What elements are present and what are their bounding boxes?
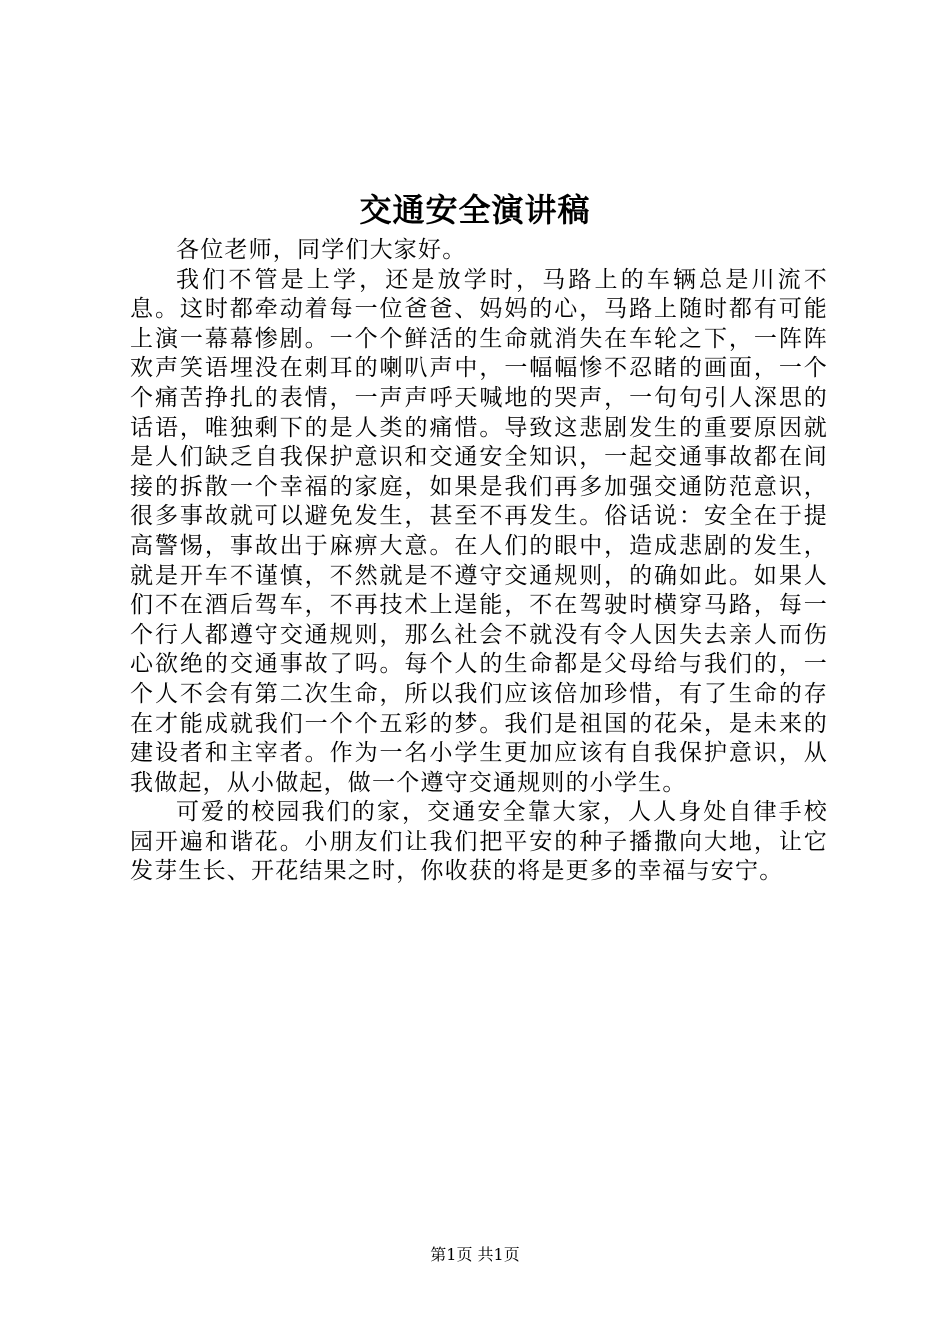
page-number-footer: 第1页 共1页 <box>430 1245 520 1264</box>
paragraph-main: 我们不管是上学，还是放学时，马路上的车辆总是川流不息。这时都牵动着每一位爸爸、妈妈的心，马路上随时都有可能上演一幕幕惨剧。一个个鲜活的生命就消失在车轮之下，一阵阵欢声笑语埋没在刺耳的喇叭声中，一幅幅惨不忍睹的画面，一个个痛苦挣扎的表情，一声声呼天喊地的哭声，一句句引人深思的话语，唯独剩下的是人类的痛惜。导致这悲剧发生的重要原因就是人们缺乏自我保护意识和交通安全知识，一起交通事故都在间接的拆散一个幸福的家庭，如果是我们再多加强交通防范意识，很多事故就可以避免发生，甚至不再发生。俗话说：安全在于提高警惕，事故出于麻痹大意。在人们的眼中，造成悲剧的发生，就是开车不谨慎，不然就是不遵守交通规则，的确如此。如果人们不在酒后驾车，不再技术上逞能，不在驾驶时横穿马路，每一个行人都遵守交通规则，那么社会不就没有令人因失去亲人而伤心欲绝的交通事故了吗。每个人的生命都是父母给与我们的，一个人不会有第二次生命，所以我们应该倍加珍惜，有了生命的存在才能成就我们一个个五彩的梦。我们是祖国的花朵，是未来的建设者和主宰者。作为一名小学生更加应该有自我保护意识，从我做起，从小做起，做一个遵守交通规则的小学生。 <box>130 266 828 796</box>
paragraph-greeting: 各位老师，同学们大家好。 <box>176 237 467 263</box>
document-title: 交通安全演讲稿 <box>359 191 591 229</box>
paragraph-closing: 可爱的校园我们的家，交通安全靠大家，人人身处自律手校园开遍和谐花。小朋友们让我们把平安的种子播撒向大地，让它发芽生长、开花结果之时，你收获的将是更多的幸福与安宁。 <box>130 799 828 885</box>
document-body <box>130 236 828 887</box>
